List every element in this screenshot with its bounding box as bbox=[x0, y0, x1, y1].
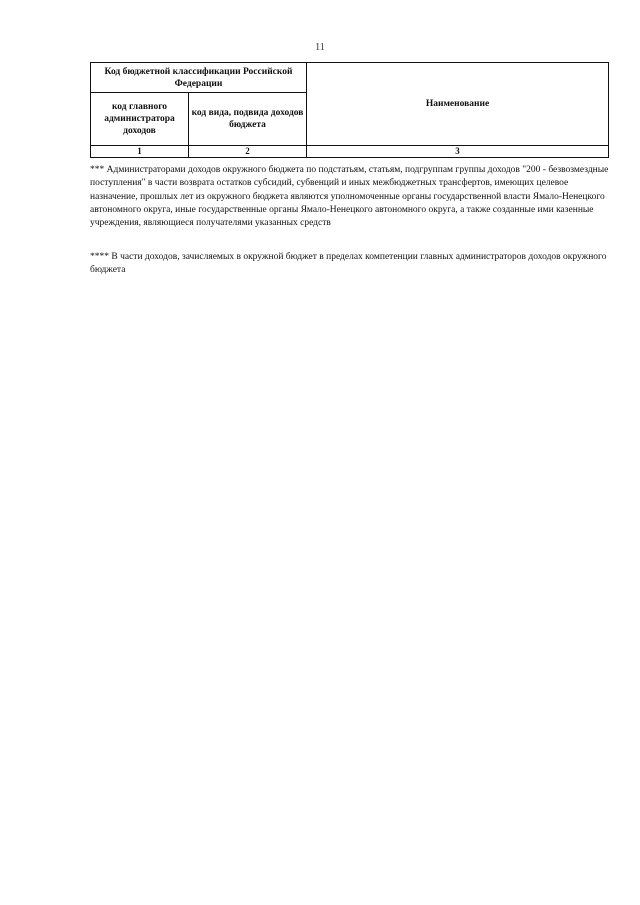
column-number-1: 1 bbox=[91, 146, 189, 158]
header-name: Наименование bbox=[307, 63, 609, 146]
header-revenue-type-code: код вида, подвида доходов бюджета bbox=[189, 93, 307, 146]
column-number-2: 2 bbox=[189, 146, 307, 158]
footnote-marker: *** bbox=[90, 165, 105, 175]
header-budget-classification-code: Код бюджетной классификации Российской Федерации bbox=[91, 63, 307, 93]
footnote-marker: **** bbox=[90, 252, 109, 262]
footnote-text: В части доходов, зачисляемых в окружной бюджет в пределах компетенции главных администраторов доходов окружного бюджета bbox=[90, 252, 607, 276]
footnote-three-stars bbox=[90, 164, 610, 230]
header-chief-administrator-code: код главного администратора доходов bbox=[91, 93, 189, 146]
footnote-text: Администраторами доходов окружного бюджета по подстатьям, статьям, подгруппам группы доходов "200 - безвозмездные поступления" в части возврата остатков субсидий, субвенций и иных межбюджетных трансфертов, имеющих целевое назначение, прошлых лет из окружного бюджета являются уполномоченные органы государственной власти Ямало-Ненецкого автономного округа, иные государственные органы Ямало-Ненецкого автономного округа, а также созданные ими казенные учреждения, являющиеся получателями указанных средств bbox=[90, 165, 609, 229]
column-number-3: 3 bbox=[307, 146, 609, 158]
budget-classification-table bbox=[90, 62, 609, 158]
page-number: 11 bbox=[315, 42, 325, 53]
footnote-four-stars bbox=[90, 251, 610, 278]
